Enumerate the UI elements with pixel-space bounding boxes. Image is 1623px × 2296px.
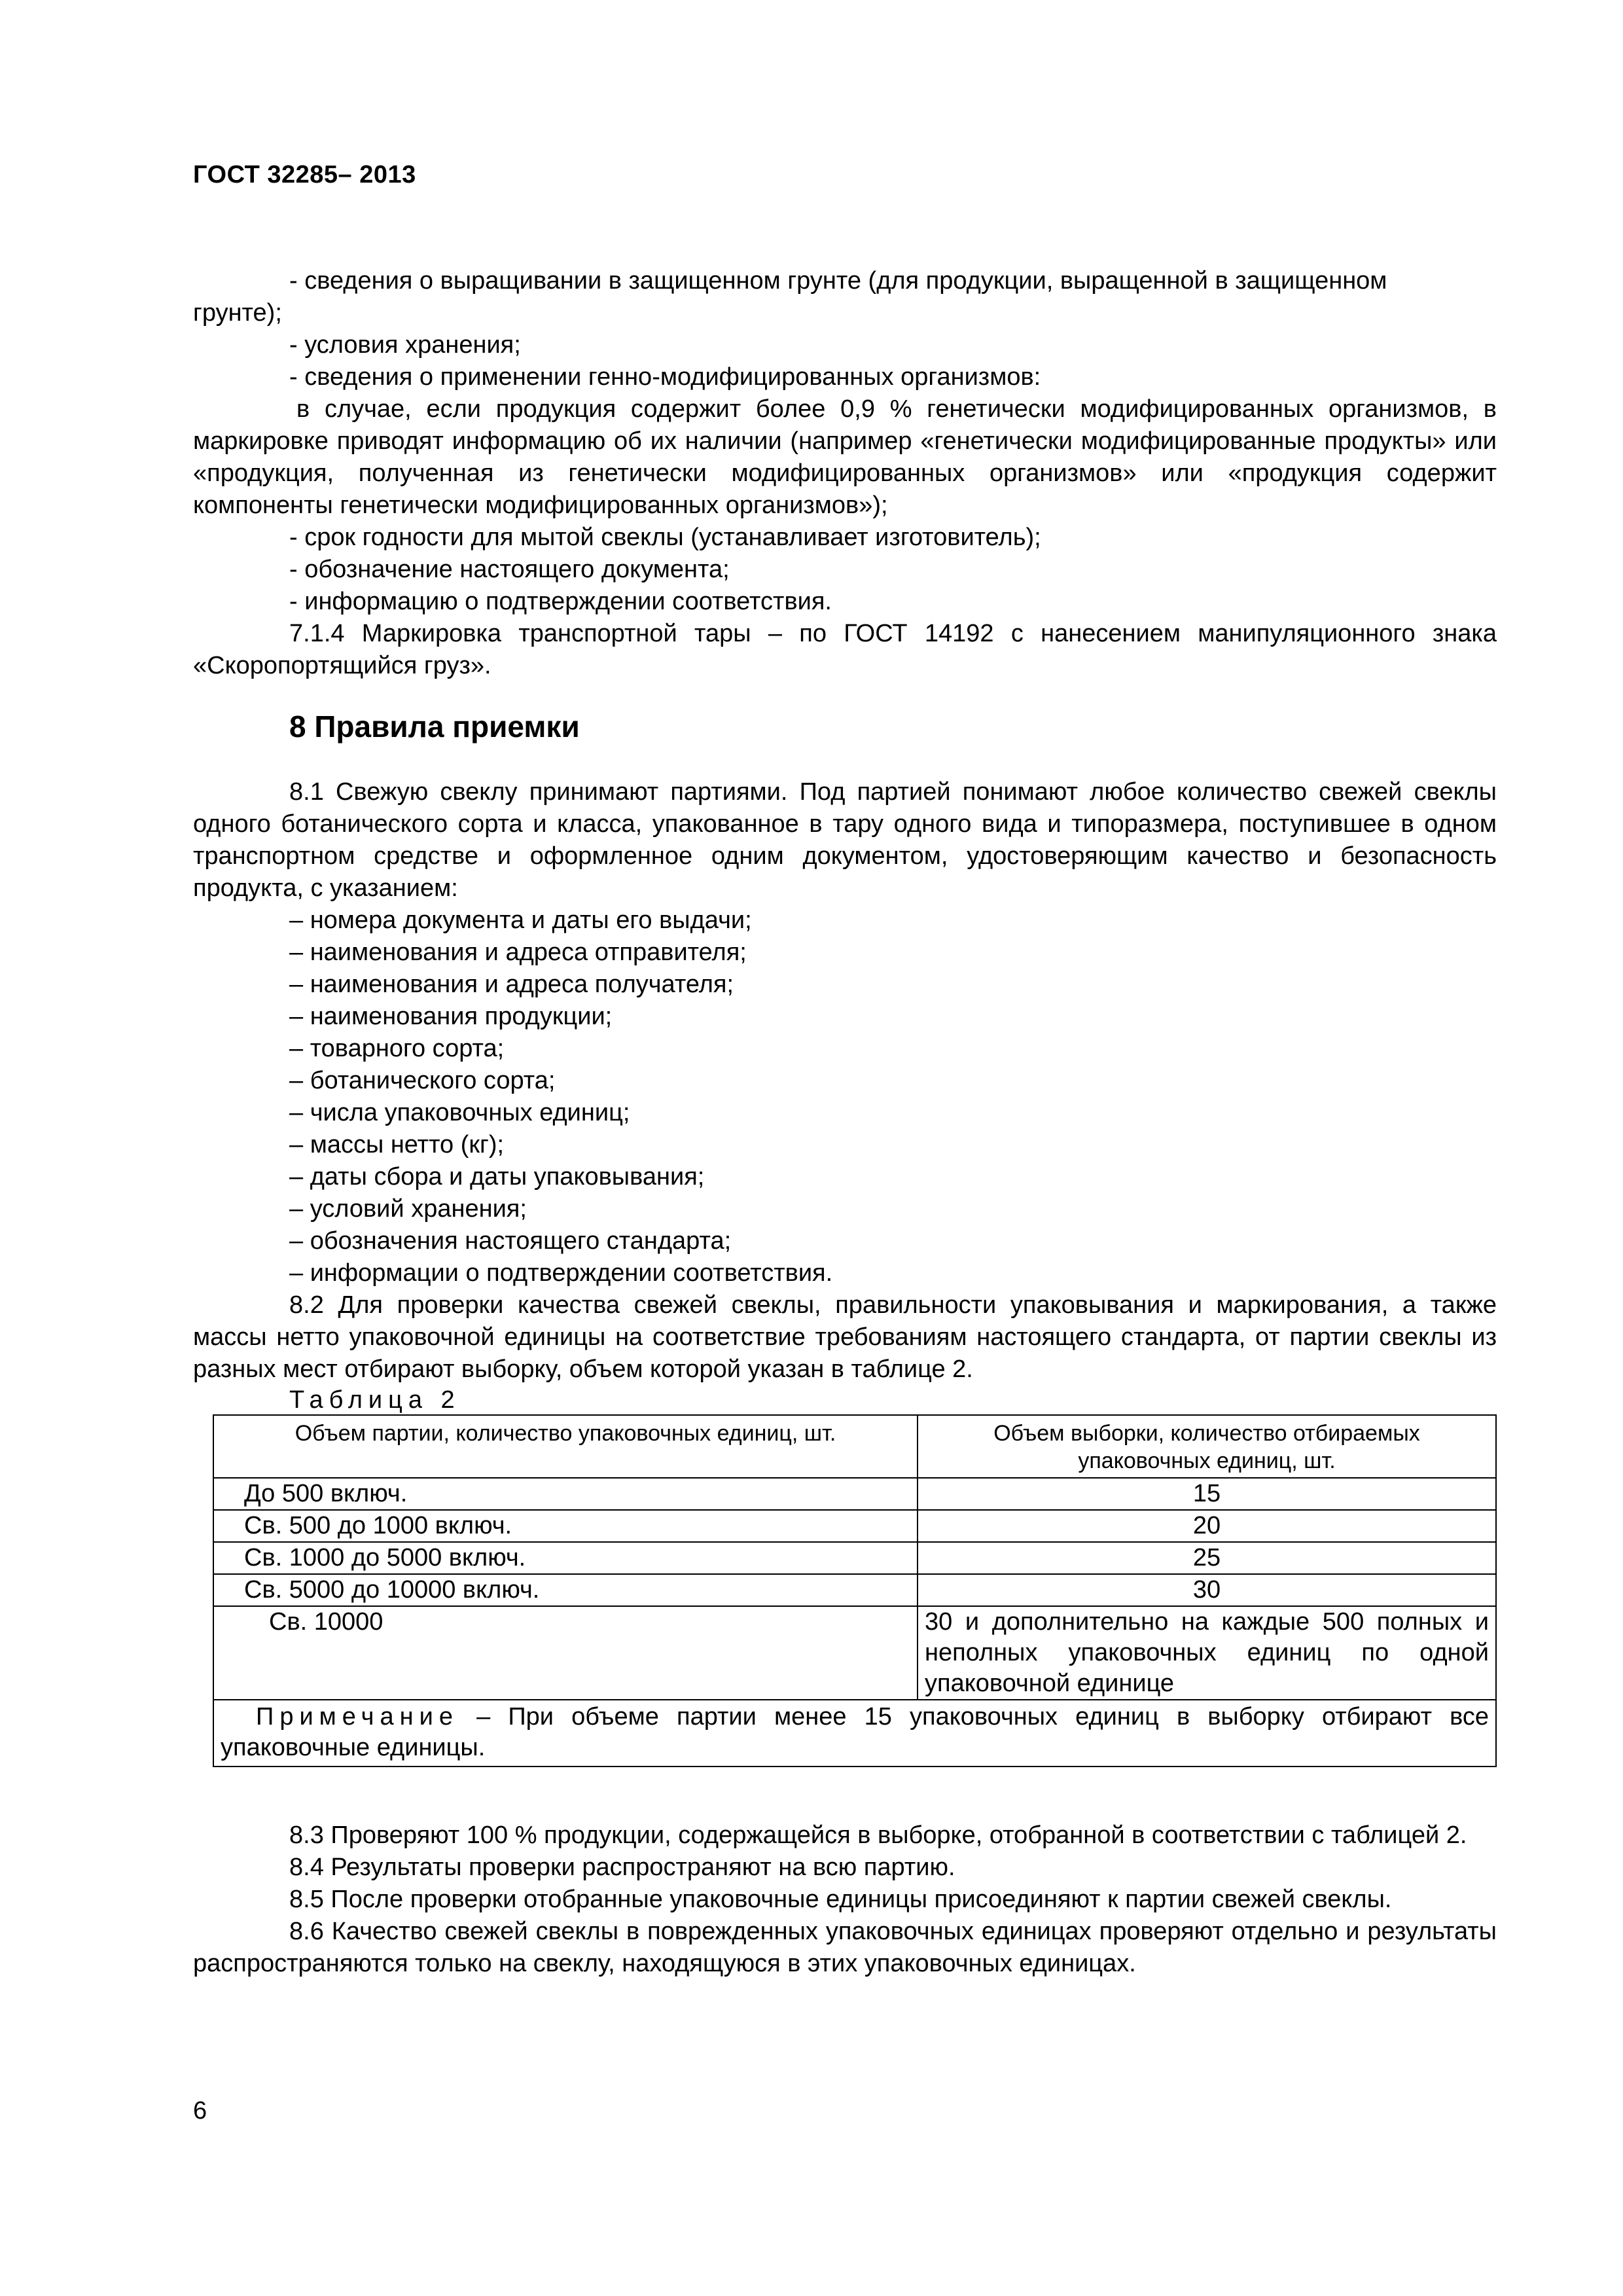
intro-item-1-cont: грунте); (193, 299, 282, 327)
table-cell-batch: Св. 5000 до 10000 включ. (213, 1574, 918, 1606)
paragraph-7-1-4: 7.1.4 Маркировка транспортной тары – по ГОСТ 14192 с нанесением манипуляционного знака «Скоропортящийся груз». (193, 620, 1497, 679)
intro-gmo-paragraph: в случае, если продукция содержит более 0,9 % генетически модифицированных организмов, в маркировке приводят информацию об их наличии (например «генетически модифицированные продукты» или «продукция, полученная из генетически модифицированных организмов» или «продукция содержит компоненты генетически модифицированных организмов»); (193, 395, 1497, 519)
list-item: – даты сбора и даты упаковывания; (289, 1163, 705, 1191)
list-item: – наименования и адреса отправителя; (289, 939, 747, 966)
table-cell-sample: 20 (918, 1510, 1496, 1542)
table-cell-sample: 15 (918, 1478, 1496, 1510)
table-row (213, 1542, 1496, 1574)
table-note-row (213, 1700, 1496, 1767)
paragraph-8-4: 8.4 Результаты проверки распространяют на всю партию. (289, 1854, 955, 1881)
table-cell-sample: 30 и дополнительно на каждые 500 полных и неполных упаковочных единиц по одной упаковочной единице (918, 1606, 1496, 1700)
list-item: – номера документа и даты его выдачи; (289, 906, 752, 934)
table-2 (213, 1414, 1497, 1767)
intro-item-2: - условия хранения; (289, 331, 521, 359)
table-note-text: – При объеме партии менее 15 упаковочных единиц в выборку отбирают все упаковочные единицы. (221, 1703, 1489, 1761)
table-row (213, 1478, 1496, 1510)
list-item: – обозначения настоящего стандарта; (289, 1227, 732, 1255)
list-item: – числа упаковочных единиц; (289, 1099, 630, 1126)
list-item: – информации о подтверждении соответствия. (289, 1259, 833, 1287)
table-cell-batch: Св. 1000 до 5000 включ. (213, 1542, 918, 1574)
table-row (213, 1574, 1496, 1606)
list-item: – наименования продукции; (289, 1003, 613, 1030)
table-note-label: Примечание (256, 1703, 459, 1731)
section-title: 8 Правила приемки (289, 709, 580, 744)
document-header: ГОСТ 32285– 2013 (193, 161, 416, 188)
table-row (213, 1606, 1496, 1700)
paragraph-8-1: 8.1 Свежую свеклу принимают партиями. Под партией понимают любое количество свежей свеклы одного ботанического сорта и класса, упакованное в тару одного вида и типоразмера, поступившее в одном транспортном средстве и оформленное одним документом, удостоверяющим качество и безопасность продукта, с указанием: (193, 778, 1497, 902)
table-header-sample: Объем выборки, количество отбираемых упаковочных единиц, шт. (918, 1415, 1496, 1478)
list-8-1 (193, 905, 1497, 1289)
paragraph-8-6: 8.6 Качество свежей свеклы в поврежденных упаковочных единицах проверяют отдельно и результаты распространяются только на свеклу, находящуюся в этих упаковочных единицах. (193, 1918, 1497, 1977)
intro-item-5: - срок годности для мытой свеклы (устанавливает изготовитель); (289, 524, 1041, 551)
table-row (213, 1510, 1496, 1542)
intro-item-1: - сведения о выращивании в защищенном грунте (для продукции, выращенной в защищенном (289, 267, 1387, 295)
paragraph-8-5: 8.5 После проверки отобранные упаковочные единицы присоединяют к партии свежей свеклы. (289, 1886, 1392, 1913)
table-cell-batch: Св. 10000 (213, 1606, 918, 1700)
closing-paragraphs (193, 1820, 1497, 1980)
intro-item-3: - сведения о применении генно-модифицированных организмов: (289, 363, 1041, 391)
list-item: – массы нетто (кг); (289, 1131, 505, 1158)
table-cell-batch: Св. 500 до 1000 включ. (213, 1510, 918, 1542)
paragraph-8-3: 8.3 Проверяют 100 % продукции, содержащейся в выборке, отобранной в соответствии с таблицей 2. (289, 1821, 1467, 1849)
list-item: – товарного сорта; (289, 1035, 505, 1062)
list-item: – наименования и адреса получателя; (289, 971, 734, 998)
intro-item-7: - информацию о подтверждении соответствия. (289, 588, 832, 615)
table-header-batch: Объем партии, количество упаковочных единиц, шт. (213, 1415, 918, 1478)
table-cell-batch: До 500 включ. (213, 1478, 918, 1510)
page-number: 6 (193, 2097, 207, 2125)
list-item: – ботанического сорта; (289, 1067, 556, 1094)
table-cell-sample: 25 (918, 1542, 1496, 1574)
intro-item-6: - обозначение настоящего документа; (289, 556, 730, 583)
table-note (213, 1700, 1496, 1767)
list-item: – условий хранения; (289, 1195, 527, 1223)
table-cell-sample: 30 (918, 1574, 1496, 1606)
table-caption: Таблица 2 (289, 1386, 461, 1414)
paragraph-8-2: 8.2 Для проверки качества свежей свеклы, правильности упаковывания и маркирования, а также массы нетто упаковочной единицы на соответствие требованиям настоящего стандарта, от партии свеклы из разных мест отбирают выборку, объем которой указан в таблице 2. (193, 1291, 1497, 1383)
document-body (193, 265, 1497, 1980)
table-header-row (213, 1415, 1496, 1478)
